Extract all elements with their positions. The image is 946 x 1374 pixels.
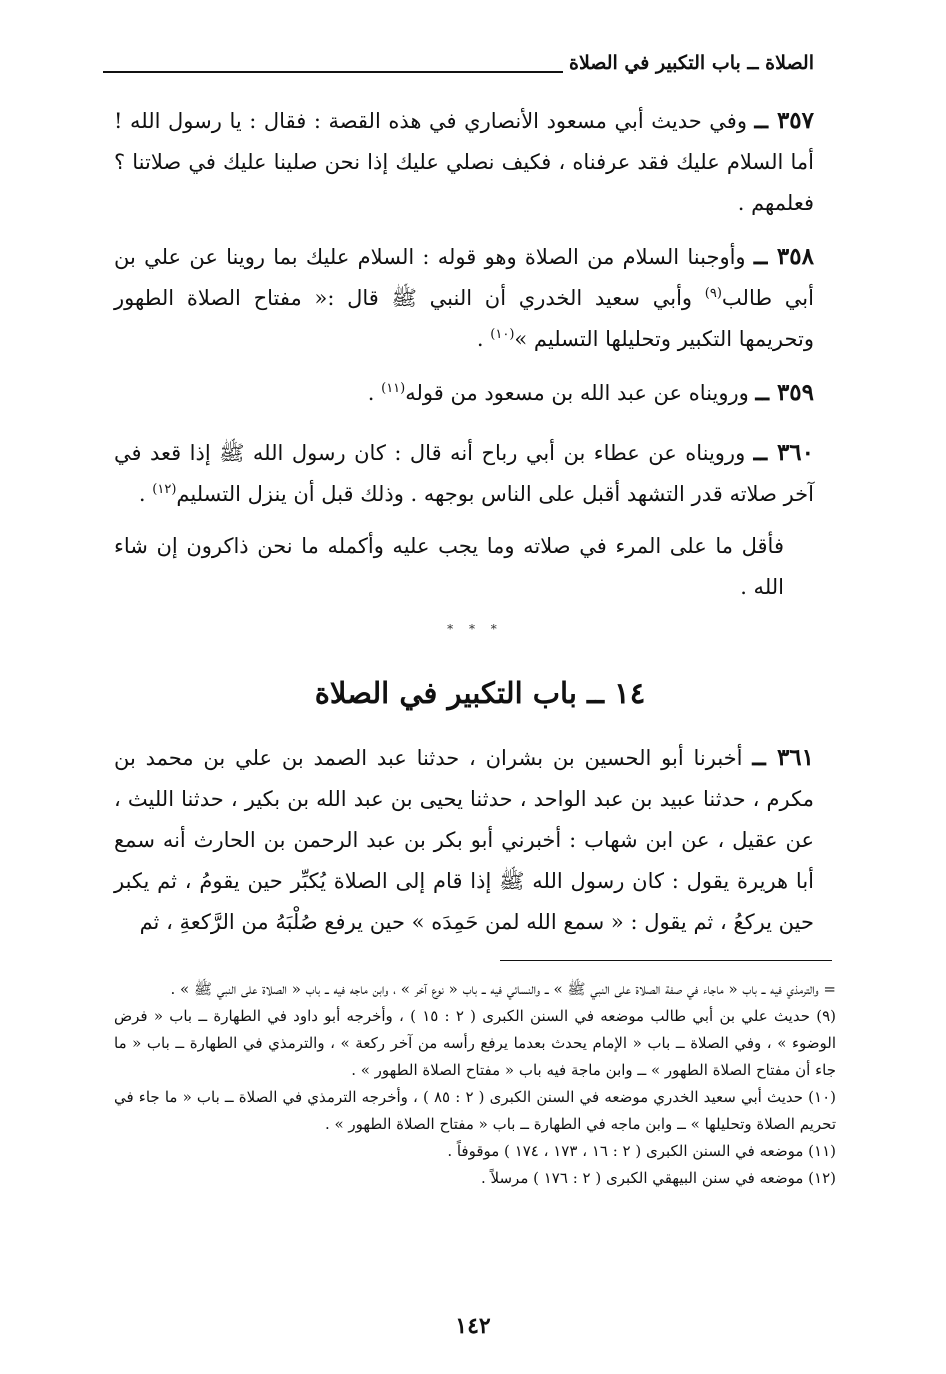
chapter-title: ١٤ ــ باب التكبير في الصلاة — [314, 676, 646, 710]
running-head: الصلاة ــ باب التكبير في الصلاة — [568, 52, 814, 74]
footnote-11: (١١) موضعه في السنن الكبرى ( ٢ : ١٦ ، ١٧٣ ، ١٧٤ ) موقوفاً . — [447, 1142, 836, 1160]
paragraph-358 — [114, 236, 814, 360]
closing-paragraph — [114, 526, 814, 608]
paragraph-text: ورويناه عن عطاء بن أبي رباح أنه قال : كان رسول الله ﷺ إذا قعد في آخر صلاته قدر التشهد أقبل على الناس بوجهه . وذلك قبل أن ينزل التسليم — [114, 441, 814, 506]
paragraph-text: فأقل ما على المرء في صلاته وما يجب عليه وأكمله ما نحن ذاكرون إن شاء الله . — [114, 534, 784, 599]
footnote-continued: = والترمذي فيه ــ باب « ماجاء في صفة الصلاة على النبي ﷺ » ــ والنسائي فيه ــ باب « نوع آخر » ، وابن ماجه فيه ــ باب « الصلاة على النبي ﷺ » . — [170, 980, 836, 998]
paragraph-361 — [114, 737, 814, 943]
paragraph-text: . — [367, 381, 375, 405]
section-separator: * * * — [447, 622, 503, 636]
footnote-ref: (١١) — [381, 381, 406, 396]
footnote-rule — [500, 960, 832, 961]
footnote-12: (١٢) موضعه في سنن البيهقي الكبرى ( ٢ : ١٧٦ ) مرسلاً . — [480, 1169, 836, 1187]
footnote-ref: (١٠) — [490, 327, 515, 342]
paragraph-text: . — [138, 482, 146, 506]
paragraph-text: أخبرنا أبو الحسين بن بشران ، حدثنا عبد الصمد بن علي بن محمد بن مكرم ، حدثنا عبيد بن عبد الواحد ، حدثنا يحيى بن عبد الله بن بكير ، حدثنا الليث ، عن عقيل ، عن ابن شهاب : أخبرني أبو بكر بن عبد الرحمن بن الحارث أنه سمع أبا هريرة يقول : كان رسول الله ﷺ إذا قام إلى الصلاة يُكبِّر حين يقومُ ، ثم يكبر حين يركعُ ، ثم يقول : « سمع الله لمن حَمِدَه » حين يرفع صُلْبَهُ من الرَّكعةِ ، ثم — [114, 746, 814, 934]
paragraph-text: وأبي سعيد الخدري أن النبي ﷺ قال :« مفتاح الصلاة الطهور وتحريمها التكبير وتحليلها التسليم » — [114, 286, 814, 351]
paragraph-357 — [114, 100, 814, 224]
footnote-ref: (٩) — [704, 286, 722, 301]
footnote-9: (٩) حديث علي بن أبي طالب موضعه في السنن الكبرى ( ٢ : ١٥ ) ، وأخرجه أبو داود في الطهارة ــ باب « فرض الوضوء » ، وفي الصلاة ــ باب « الإمام يحدث بعدما يرفع رأسه من آخر ركعة » ، والترمذي في الطهارة ــ باب « ما جاء أن مفتاح الصلاة الطهور » ــ وابن ماجة فيه باب « مفتاح الصلاة الطهور » . — [114, 1007, 837, 1079]
footnote-ref: (١٢) — [152, 482, 177, 497]
footnote-10: (١٠) حديث أبي سعيد الخدري موضعه في السنن الكبرى ( ٢ : ٨٥ ) ، وأخرجه الترمذي في الصلاة ــ باب « ما جاء في تحريم الصلاة وتحليلها » ــ وابن ماجه في الطهارة ــ باب « مفتاح الصلاة الطهور » . — [114, 1088, 836, 1133]
paragraph-359 — [114, 372, 814, 414]
paragraph-text: ورويناه عن عبد الله بن مسعود من قوله — [405, 381, 749, 405]
paragraph-number: ٣٥٨ ــ — [753, 243, 814, 270]
paragraph-text: وفي حديث أبي مسعود الأنصاري في هذه القصة : فقال : يا رسول الله ! أما السلام عليك فقد عرفناه ، فكيف نصلي عليك إذا نحن صلينا عليك في صلاتنا ؟ فعلمهم . — [114, 109, 814, 215]
running-head-rule — [103, 71, 563, 73]
paragraph-text: وأوجبنا السلام من الصلاة وهو قوله : السلام عليك بما روينا عن علي بن أبي طالب — [114, 245, 814, 310]
paragraph-number: ٣٥٧ ــ — [754, 107, 814, 134]
paragraph-360 — [114, 432, 814, 515]
paragraph-number: ٣٦١ ــ — [752, 744, 814, 771]
paragraph-text: . — [476, 327, 484, 351]
paragraph-number: ٣٥٩ ــ — [755, 379, 814, 406]
footnotes — [114, 976, 836, 1192]
page-number: ١٤٢ — [455, 1313, 491, 1339]
paragraph-number: ٣٦٠ ــ — [753, 439, 814, 466]
